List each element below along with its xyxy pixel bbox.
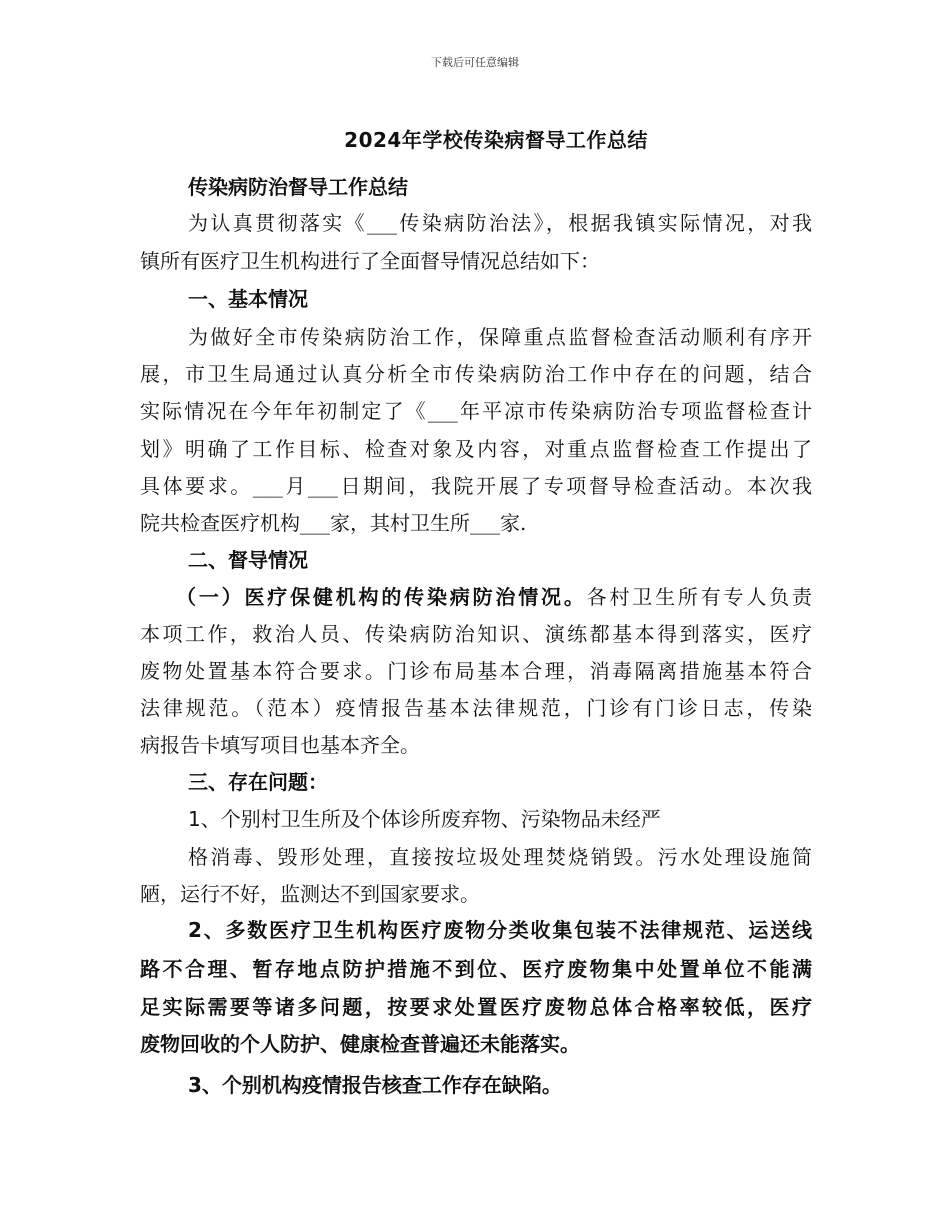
paragraph-line: 格消毒、毁形处理，直接按垃圾处理焚烧销毁。污水处理设施简 <box>188 845 812 869</box>
paragraph-line: 院共检查医疗机构___家，其村卫生所___家. <box>140 511 527 535</box>
document-title: 2024年学校传染病督导工作总结 <box>344 128 648 152</box>
paragraph-line: 本项工作，救治人员、传染病防治知识、演练都基本得到落实，医疗 <box>140 622 812 646</box>
problem-item-2: 2、多数医疗卫生机构医疗废物分类收集包装不法律规范、运送线 <box>188 918 812 942</box>
paragraph-line: 为做好全市传染病防治工作，保障重点监督检查活动顺利有序开 <box>188 325 812 349</box>
paragraph-line: 陋，运行不好，监测达不到国家要求。 <box>140 882 480 906</box>
subtitle: 传染病防治督导工作总结 <box>188 175 408 199</box>
paragraph-line <box>176 582 812 612</box>
paragraph-text: 各村卫生所有专人负责 <box>586 585 813 609</box>
paragraph-line: 路不合理、暂存地点防护措施不到位、医疗废物集中处置单位不能满 <box>140 957 812 981</box>
section-heading-problems: 三、存在问题： <box>188 770 328 794</box>
paragraph-line: 病报告卡填写项目也基本齐全。 <box>140 733 420 757</box>
paragraph-line: 法律规范。（范本）疫情报告基本法律规范，门诊有门诊日志，传染 <box>140 696 812 720</box>
paragraph-line: 实际情况在今年年初制定了《___年平凉市传染病防治专项监督检查计 <box>140 399 812 423</box>
subsection-heading: （一）医疗保健机构的传染病防治情况。 <box>176 585 587 609</box>
paragraph-line: 划》明确了工作目标、检查对象及内容，对重点监督检查工作提出了 <box>140 437 812 461</box>
paragraph-line: 为认真贯彻落实《___传染病防治法》，根据我镇实际情况，对我 <box>188 211 812 235</box>
section-heading-supervision: 二、督导情况 <box>188 548 308 572</box>
header-note: 下载后可任意编辑 <box>431 56 519 69</box>
paragraph-line: 展，市卫生局通过认真分析全市传染病防治工作中存在的问题，结合 <box>140 362 812 386</box>
paragraph-line: 废物处置基本符合要求。门诊布局基本合理，消毒隔离措施基本符合 <box>140 659 812 683</box>
problem-item-1: 1、个别村卫生所及个体诊所废弃物、污染物品未经严 <box>188 807 661 831</box>
paragraph-line: 镇所有医疗卫生机构进行了全面督导情况总结如下： <box>140 249 600 273</box>
paragraph-line: 具体要求。___月___日期间，我院开展了专项督导检查活动。本次我 <box>140 474 812 498</box>
section-heading-basic: 一、基本情况 <box>188 287 308 311</box>
paragraph-line: 足实际需要等诸多问题，按要求处置医疗废物总体合格率较低，医疗 <box>140 995 812 1019</box>
paragraph-line: 废物回收的个人防护、健康检查普遍还未能落实。 <box>140 1032 580 1056</box>
problem-item-3: 3、个别机构疫情报告核查工作存在缺陷。 <box>188 1073 562 1097</box>
